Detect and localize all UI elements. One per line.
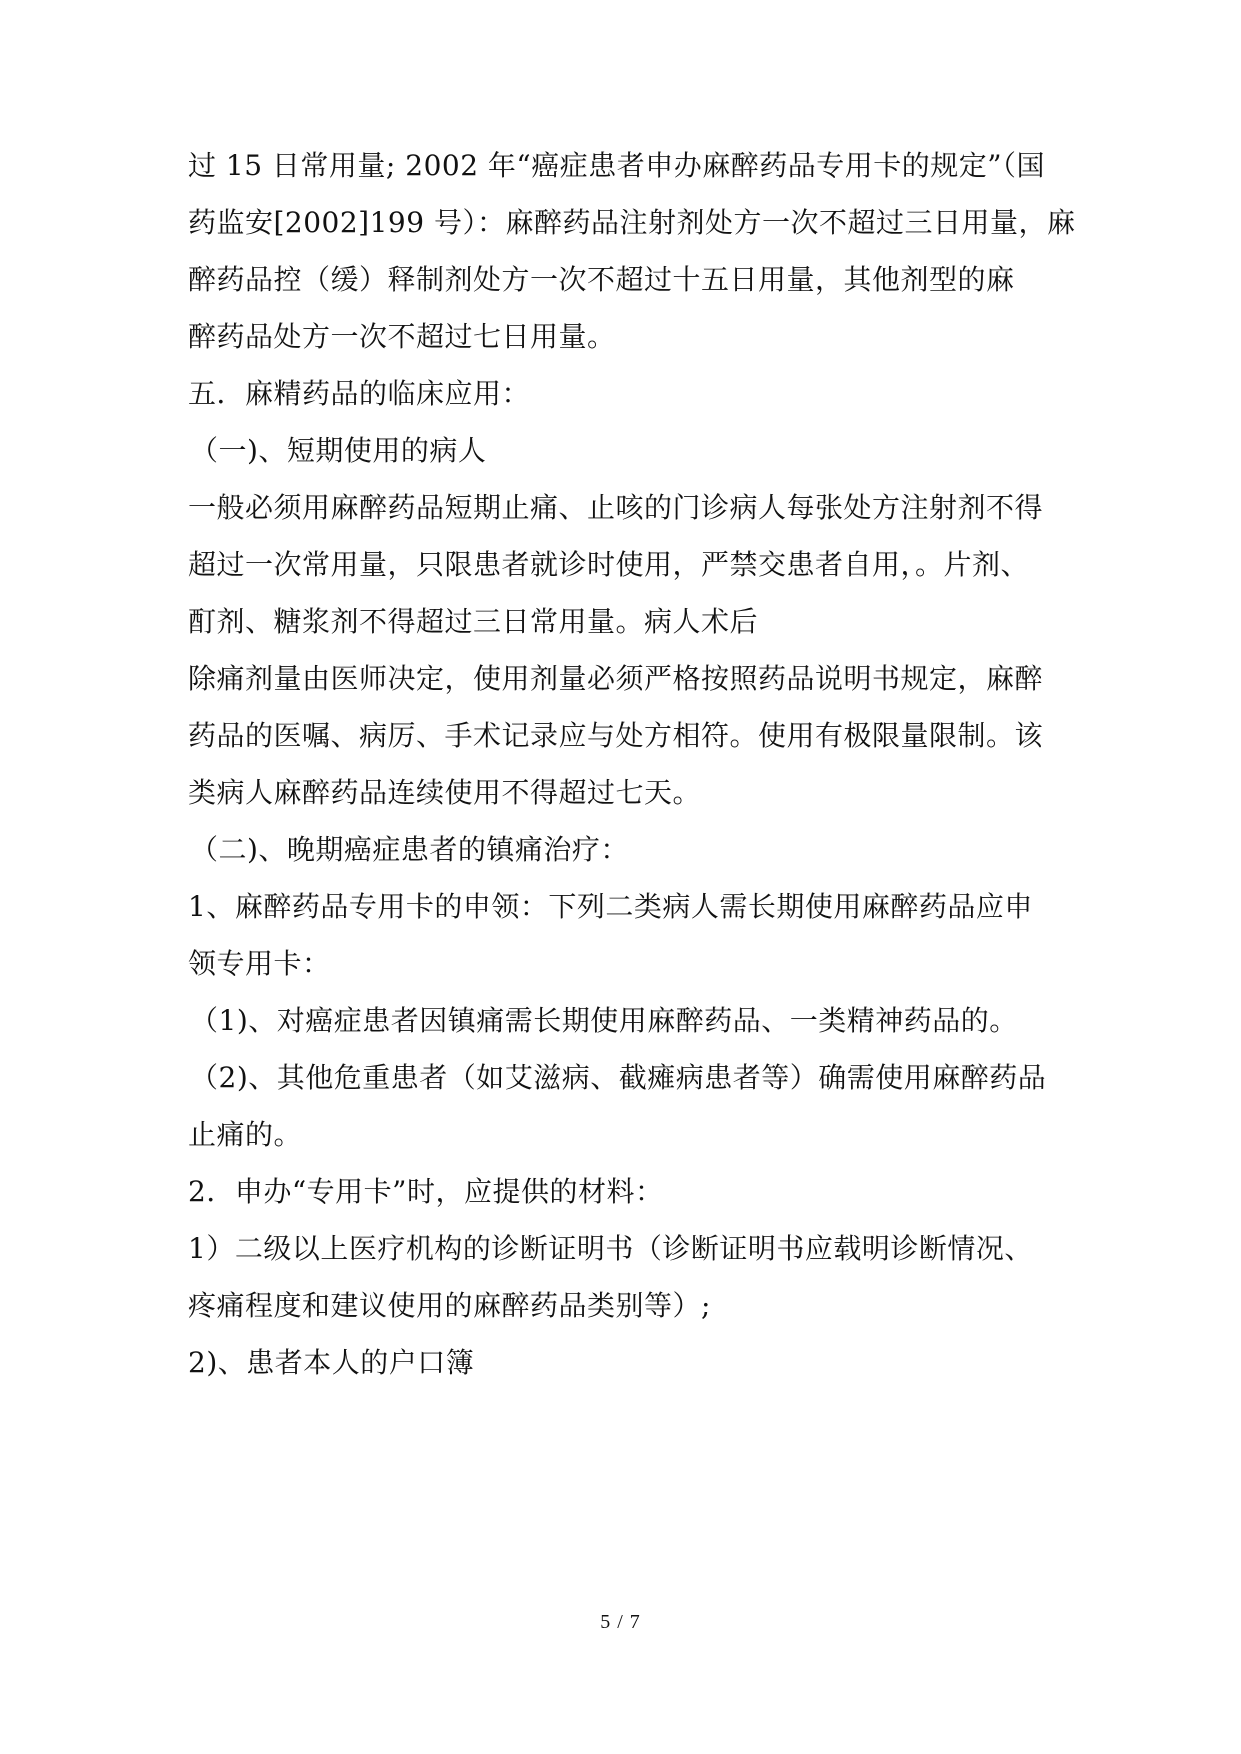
section-heading: 五．麻精药品的临床应用： bbox=[188, 377, 531, 410]
list-item: 1）二级以上医疗机构的诊断证明书（诊断证明书应载明诊断情况、 bbox=[188, 1232, 1033, 1265]
text-line: 止痛的。 bbox=[188, 1118, 303, 1151]
page-number: 5 / 7 bbox=[600, 1611, 641, 1633]
list-heading: 2．申办“专用卡”时，应提供的材料： bbox=[188, 1175, 664, 1208]
text-line: 除痛剂量由医师决定，使用剂量必须严格按照药品说明书规定，麻醉 bbox=[188, 662, 1044, 695]
text-line: 药品的医嘱、病厉、手术记录应与处方相符。使用有极限量限制。该 bbox=[188, 719, 1044, 752]
subsection-heading: （二)、晚期癌症患者的镇痛治疗： bbox=[190, 833, 629, 866]
text-line: 醉药品控（缓）释制剂处方一次不超过十五日用量，其他剂型的麻 bbox=[188, 263, 1015, 296]
text-line: 酊剂、糖浆剂不得超过三日常用量。病人术后 bbox=[188, 605, 759, 638]
text-line: 醉药品处方一次不超过七日用量。 bbox=[188, 320, 616, 353]
list-item: （1)、对癌症患者因镇痛需长期使用麻醉药品、一类精神药品的。 bbox=[190, 1004, 1018, 1037]
text-line: 领专用卡： bbox=[188, 947, 331, 980]
subsection-heading: （一)、短期使用的病人 bbox=[190, 434, 487, 467]
text-line: 类病人麻醉药品连续使用不得超过七天。 bbox=[188, 776, 702, 809]
text-line: 过 15 日常用量; 2002 年“癌症患者申办麻醉药品专用卡的规定”（国 bbox=[188, 149, 1046, 182]
text-line: 一般必须用麻醉药品短期止痛、止咳的门诊病人每张处方注射剂不得 bbox=[188, 491, 1044, 524]
list-item: （2)、其他危重患者（如艾滋病、截瘫病患者等）确需使用麻醉药品 bbox=[190, 1061, 1047, 1094]
list-item: 2)、患者本人的户口簿 bbox=[188, 1346, 475, 1379]
text-line: 1、麻醉药品专用卡的申领：下列二类病人需长期使用麻醉药品应申 bbox=[188, 890, 1033, 923]
text-line: 疼痛程度和建议使用的麻醉药品类别等）; bbox=[188, 1289, 711, 1322]
text-line: 药监安[2002]199 号）：麻醉药品注射剂处方一次不超过三日用量，麻 bbox=[188, 206, 1076, 239]
text-line: 超过一次常用量，只限患者就诊时使用，严禁交患者自用，。片剂、 bbox=[188, 548, 1030, 581]
